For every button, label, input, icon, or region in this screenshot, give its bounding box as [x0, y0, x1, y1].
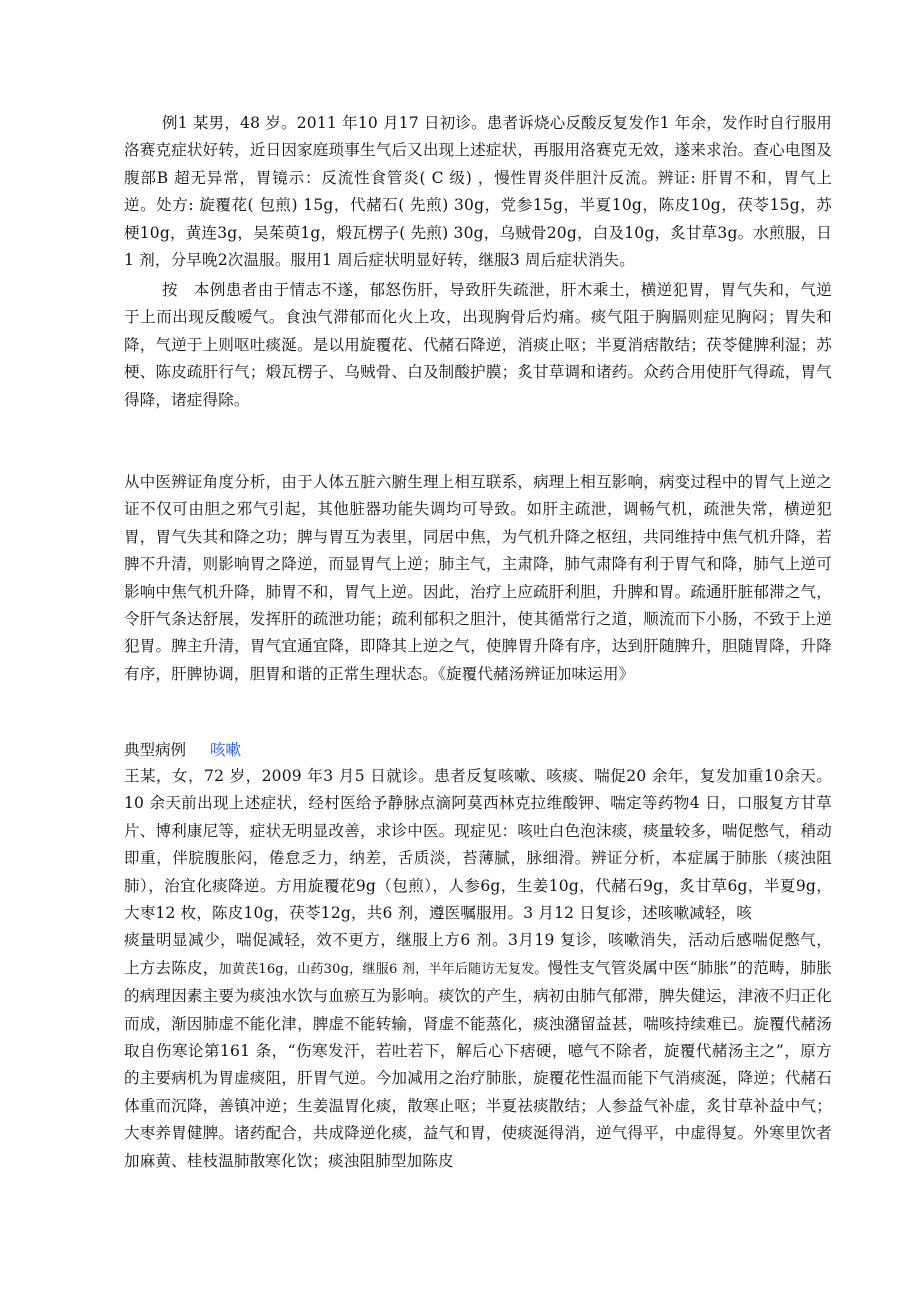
case1-paragraph: 例1 某男，48 岁。2011 年10 月17 日初诊。患者诉烧心反酸反复发作1 年余，发作时自行服用洛赛克症状好转，近日因家庭琐事生气后又出现上述症状，再服用洛赛克无效，遂来求治。查心电图及腹部B 超无异常，胃镜示：反流性食管炎( C 级) ，慢性胃炎伴胆汁反流。辨证: 肝胃不和，胃气上逆。处方: 旋覆花( 包煎) 15g，代赭石( 先煎) 30g，党参15g，半夏10g，陈皮10g，茯苓15g，苏梗10g，黄连3g，吴茱萸1g，煅瓦楞子( 先煎) 30g，乌贼骨20g，白及10g，炙甘草3g。水煎服，日1 剂，分早晚2次温服。服用1 周后症状明显好转，继服3 周后症状消失。	[124, 114, 832, 270]
typical-case-label: 典型病例	[124, 741, 187, 759]
typical-case-paragraph	[124, 763, 832, 1175]
typical-case-topic: 咳嗽	[210, 741, 242, 759]
typical-case-text-1: 王某，女，72 岁，2009 年3 月5 日就诊。患者反复咳嗽、咳痰、喘促20 余年，复发加重10余天。10 余天前出现上述症状，经村医给予静脉点滴阿莫西林克拉维酸钾、喘定等药物4 日，口服复方甘草片、博利康尼等，症状无明显改善，求诊中医。现症见：咳吐白色泡沫痰，痰量较多，喘促憋气，稍动即重，伴脘腹胀闷，倦怠乏力，纳差，舌质淡，苔薄腻，脉细滑。辨证分析，本症属于肺胀（痰浊阻肺），治宜化痰降逆。方用旋覆花9g（包煎），人参6g，生姜10g，代赭石9g，炙甘草6g，半夏9g，大枣12 枚，陈皮10g，茯苓12g，共6 剂，遵医嘱服用。3 月12 日复诊，述咳嗽减轻，咳	[124, 767, 832, 923]
typical-case-text-small: 加黄芪16g，山药30g，继服6 剂，半年后随访无复发。	[218, 961, 548, 977]
case1-note-paragraph: 按 本例患者由于情志不遂，郁怒伤肝，导致肝失疏泄，肝木乘土，横逆犯胃，胃气失和，气逆于上而出现反酸嗳气。食浊气滞郁而化火上攻，出现胸骨后灼痛。痰气阻于胸膈则症见胸闷；胃失和降，气逆于上则呕吐痰涎。是以用旋覆花、代赭石降逆，消痰止呕；半夏消痞散结；茯苓健脾利湿；苏梗、陈皮疏肝行气；煅瓦楞子、乌贼骨、白及制酸护膜；炙甘草调和诸药。众药合用使肝气得疏，胃气得降，诸症得除。	[124, 281, 832, 409]
typical-case-text-3: 慢性支气管炎属中医“肺胀”的范畴，肺胀的病理因素主要为痰浊水饮与血瘀互为影响。痰饮的产生，病初由肺气郁滞，脾失健运，津液不归正化而成，渐因肺虚不能化津，脾虚不能转输，肾虚不能蒸化，痰浊潴留益甚，喘咳持续难已。旋覆代赭汤取自伤寒论第161 条，“伤寒发汗，若吐若下，解后心下痞硬，噫气不除者，旋覆代赭汤主之”，原方的主要病机为胃虚痰阻，肝胃气逆。今加减用之治疗肺胀，旋覆花性温而能下气消痰涎，降逆；代赭石体重而沉降，善镇冲逆；生姜温胃化痰，散寒止呕；半夏祛痰散结；人参益气补虚，炙甘草补益中气；大枣养胃健脾。诸药配合，共成降逆化痰，益气和胃，使痰涎得消，逆气得平，中虚得复。外寒里饮者加麻黄、桂枝温肺散寒化饮；痰浊阻肺型加陈皮	[124, 958, 832, 1170]
typical-case-text-2: 痰量明显减少，喘促减轻，效不更方，继服上方6 剂。3月19 复诊，咳嗽消失，活动后感喘促憋气，上方去陈皮，	[124, 931, 832, 977]
typical-case-heading	[124, 737, 241, 764]
analysis-paragraph: 从中医辨证角度分析，由于人体五脏六腑生理上相互联系，病理上相互影响，病变过程中的胃气上逆之证不仅可由胆之邪气引起，其他脏器功能失调均可导致。如肝主疏泄，调畅气机，疏泄失常，横逆犯胃，胃气失其和降之功；脾与胃互为表里，同居中焦，为气机升降之枢纽，共同维持中焦气机升降，若脾不升清，则影响胃之降逆，而显胃气上逆；肺主气，主肃降，肺气肃降有利于胃气和降，肺气上逆可影响中焦气机升降，肺胃不和，胃气上逆。因此，治疗上应疏肝利胆，升脾和胃。疏通肝脏郁滞之气，令肝气条达舒展，发挥肝的疏泄功能；疏利郁积之胆汁，使其循常行之道，顺流而下小肠，不致于上逆犯胃。脾主升清，胃气宜通宜降，即降其上逆之气，使脾胃升降有序，达到肝随脾升，胆随胃降，升降有序，肝脾协调，胆胃和谐的正常生理状态。《旋覆代赭汤辨证加味运用》	[124, 473, 832, 683]
